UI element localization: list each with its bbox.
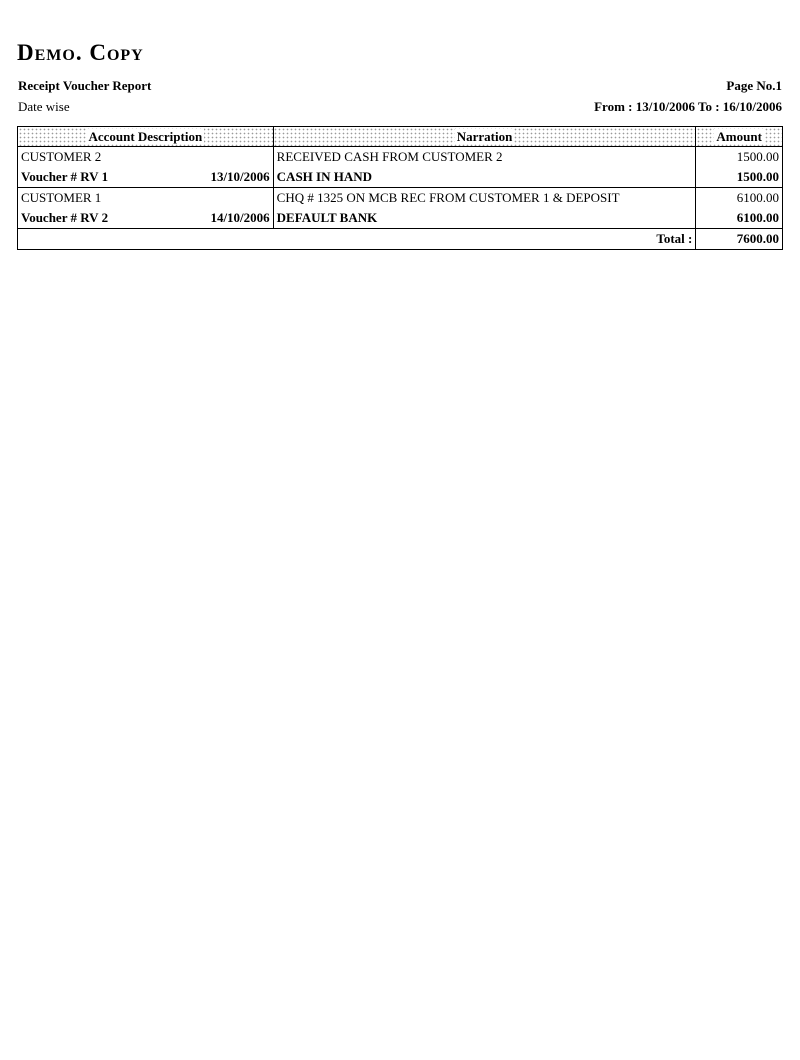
account-cell: CUSTOMER 2 (18, 147, 274, 168)
amount-cell: 6100.00 (696, 188, 783, 209)
voucher-date-cell: 14/10/2006 (186, 208, 274, 229)
voucher-amount-cell: 6100.00 (696, 208, 783, 229)
column-header-narration: Narration (273, 127, 696, 147)
account-cell: CUSTOMER 1 (18, 188, 274, 209)
voucher-cell: Voucher # RV 1 (18, 167, 186, 188)
table-row (18, 208, 783, 229)
contra-account-cell: DEFAULT BANK (273, 208, 696, 229)
narration-cell: CHQ # 1325 ON MCB REC FROM CUSTOMER 1 & DEPOSIT (273, 188, 696, 209)
table-row (18, 188, 783, 209)
report-subtitle: Date wise (18, 99, 70, 114)
report-title: Receipt Voucher Report (18, 78, 152, 93)
page-number: Page No.1 (726, 78, 782, 93)
voucher-cell: Voucher # RV 2 (18, 208, 186, 229)
voucher-amount-cell: 1500.00 (696, 167, 783, 188)
voucher-date-cell: 13/10/2006 (186, 167, 274, 188)
total-value: 7600.00 (696, 229, 783, 250)
total-label: Total : (18, 229, 696, 250)
total-row (18, 229, 783, 250)
contra-account-cell: CASH IN HAND (273, 167, 696, 188)
table-row (18, 167, 783, 188)
narration-cell: RECEIVED CASH FROM CUSTOMER 2 (273, 147, 696, 168)
table-header-row (18, 127, 783, 147)
company-name: Demo. Copy (17, 40, 144, 65)
column-header-account: Account Description (18, 127, 274, 147)
amount-cell: 1500.00 (696, 147, 783, 168)
date-range: From : 13/10/2006 To : 16/10/2006 (594, 99, 782, 114)
table-row (18, 147, 783, 168)
column-header-amount: Amount (696, 127, 783, 147)
receipt-voucher-table (17, 126, 783, 250)
